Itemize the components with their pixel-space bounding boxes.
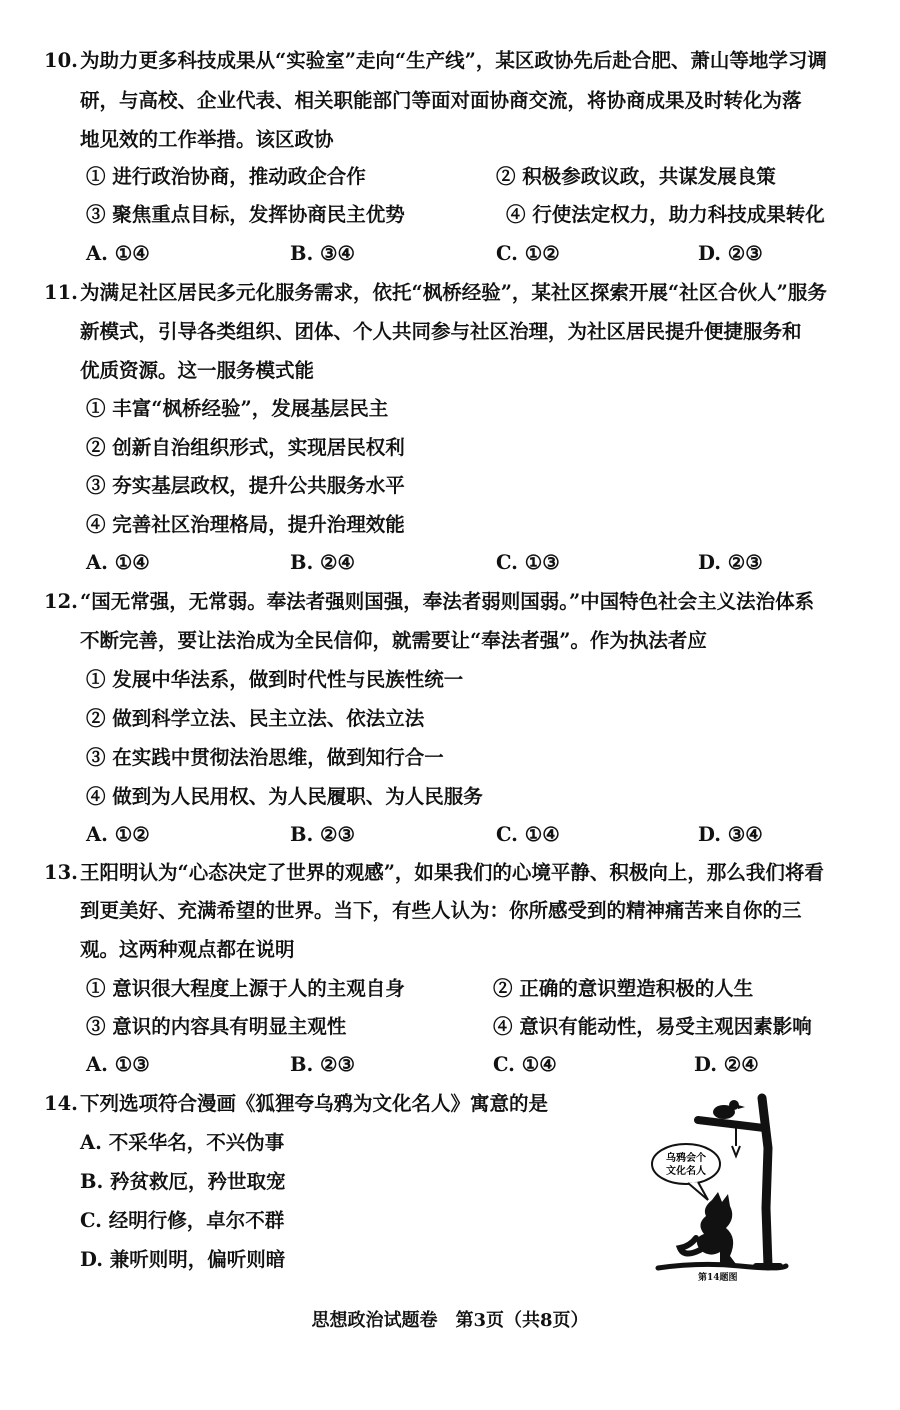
- q11-stem-line-2: 新模式，引导各类组织、团体、个人共同参与社区治理，为社区居民提升便捷服务和: [80, 320, 802, 343]
- q11-statement-1: ① 丰富“枫桥经验”，发展基层民主: [86, 397, 389, 420]
- q11-statement-3: ③ 夯实基层政权，提升公共服务水平: [86, 474, 405, 497]
- q14-choice-c[interactable]: C. 经明行修，卓尔不群: [80, 1209, 285, 1232]
- page-footer: 思想政治试题卷 第3页（共8页）: [311, 1310, 589, 1331]
- q14-number: 14.: [44, 1092, 78, 1115]
- cartoon-caption: 第14题图: [698, 1273, 738, 1283]
- q12-statement-4: ④ 做到为人民用权、为人民履职、为人民服务: [86, 785, 483, 808]
- q11-statement-2: ② 创新自治组织形式，实现居民权利: [86, 436, 405, 459]
- q13-stem-line-1: 13. 王阳明认为“心态决定了世界的观感”，如果我们的心境平静、积极向上，那么我们将看: [44, 861, 824, 884]
- q13-statement-2: ② 正确的意识塑造积极的人生: [493, 977, 754, 1000]
- q13-stem-line-3: 观。这两种观点都在说明: [80, 938, 295, 961]
- q11-choice-c[interactable]: C. ①③: [496, 551, 560, 574]
- fox-crow-cartoon: [640, 1088, 790, 1283]
- q14-choice-b[interactable]: B. 矜贫救厄，矜世取宠: [80, 1170, 286, 1193]
- q10-stem-line-2: 研，与高校、企业代表、相关职能部门等面对面协商交流，将协商成果及时转化为落: [80, 89, 802, 112]
- q12-stem-line-2: 不断完善，要让法治成为全民信仰，就需要让“奉法者强”。作为执法者应: [80, 629, 707, 652]
- q14-stem-line-1: 14. 下列选项符合漫画《狐狸夸乌鸦为文化名人》寓意的是: [44, 1092, 549, 1115]
- q10-choice-c[interactable]: C. ①②: [496, 242, 560, 265]
- q13-statement-4: ④ 意识有能动性，易受主观因素影响: [493, 1015, 812, 1038]
- q10-choice-b[interactable]: B. ③④: [290, 242, 356, 265]
- q13-statement-3: ③ 意识的内容具有明显主观性: [86, 1015, 347, 1038]
- q11-statement-4: ④ 完善社区治理格局，提升治理效能: [86, 513, 405, 536]
- q13-stem-line-2: 到更美好、充满希望的世界。当下，有些人认为：你所感受到的精神痛苦来自你的三: [80, 899, 802, 922]
- q10-statement-2: ② 积极参政议政，共谋发展良策: [496, 165, 776, 188]
- q11-choice-d[interactable]: D. ②③: [698, 551, 763, 574]
- q12-number: 12.: [44, 590, 78, 613]
- q10-statement-1: ① 进行政治协商，推动政企合作: [86, 165, 366, 188]
- q13-choice-d[interactable]: D. ②④: [694, 1053, 759, 1076]
- q11-number: 11.: [44, 281, 78, 304]
- q11-stem-line-3: 优质资源。这一服务模式能: [80, 359, 315, 382]
- q13-statement-1: ① 意识很大程度上源于人的主观自身: [86, 977, 405, 1000]
- q13-choice-c[interactable]: C. ①④: [493, 1053, 557, 1076]
- q14-choice-d[interactable]: D. 兼听则明，偏听则暗: [80, 1248, 286, 1271]
- q10-number: 10.: [44, 49, 78, 72]
- cartoon-sign-text-2: 文化名人: [666, 1166, 706, 1177]
- q13-choice-b[interactable]: B. ②③: [290, 1053, 356, 1076]
- q10-choice-d[interactable]: D. ②③: [698, 242, 763, 265]
- q12-choice-b[interactable]: B. ②③: [290, 823, 356, 846]
- q12-statement-3: ③ 在实践中贯彻法治思维，做到知行合一: [86, 746, 444, 769]
- q10-choice-a[interactable]: A. ①④: [86, 242, 150, 265]
- q11-choice-b[interactable]: B. ②④: [290, 551, 356, 574]
- q10-stem-line-3: 地见效的工作举措。该区政协: [80, 128, 334, 151]
- q11-choice-a[interactable]: A. ①④: [86, 551, 150, 574]
- q12-stem-line-1: 12. “国无常强，无常弱。奉法者强则国强，奉法者弱则国弱。”中国特色社会主义法治体系: [44, 590, 815, 613]
- q12-choice-c[interactable]: C. ①④: [496, 823, 560, 846]
- q13-choice-a[interactable]: A. ①③: [86, 1053, 150, 1076]
- q10-statement-3: ③ 聚焦重点目标，发挥协商民主优势: [86, 203, 405, 226]
- q12-choice-a[interactable]: A. ①②: [86, 823, 150, 846]
- q14-choice-a[interactable]: A. 不采华名，不兴伪事: [80, 1131, 285, 1154]
- q12-choice-d[interactable]: D. ③④: [698, 823, 763, 846]
- q11-stem-line-1: 11. 为满足社区居民多元化服务需求，依托“枫桥经验”，某社区探索开展“社区合伙人”服务: [44, 281, 827, 304]
- q10-statement-4: ④ 行使法定权力，助力科技成果转化: [506, 203, 825, 226]
- q13-number: 13.: [44, 861, 78, 884]
- q10-stem-line-1: 10. 为助力更多科技成果从“实验室”走向“生产线”，某区政协先后赴合肥、萧山等地学习调: [44, 49, 827, 72]
- q12-statement-1: ① 发展中华法系，做到时代性与民族性统一: [86, 668, 464, 691]
- cartoon-sign-text-1: 乌鸦会个: [666, 1153, 706, 1164]
- q12-statement-2: ② 做到科学立法、民主立法、依法立法: [86, 707, 425, 730]
